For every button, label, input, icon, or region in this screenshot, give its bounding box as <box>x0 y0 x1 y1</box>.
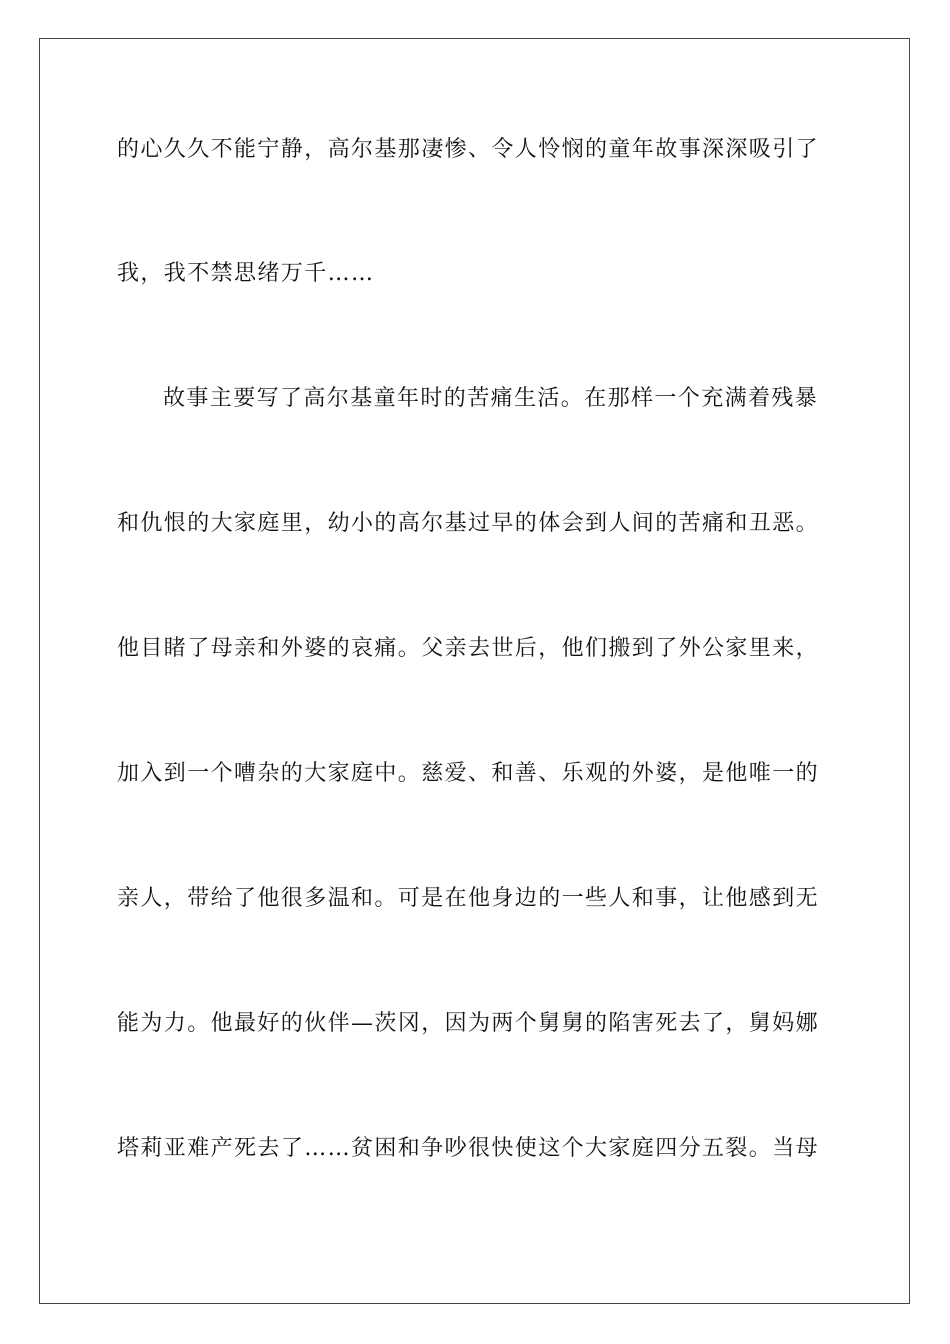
text-line: 我，我不禁思绪万千…… <box>117 261 375 286</box>
paragraph-first-line: 故事主要写了高尔基童年时的苦痛生活。在那样一个充满着残暴 <box>163 386 819 411</box>
text-line: 和仇恨的大家庭里，幼小的高尔基过早的体会到人间的苦痛和丑恶。 <box>117 511 820 536</box>
text-line: 亲人，带给了他很多温和。可是在他身边的一些人和事，让他感到无 <box>117 886 820 911</box>
text-line: 加入到一个嘈杂的大家庭中。慈爱、和善、乐观的外婆，是他唯一的 <box>117 761 820 786</box>
text-line: 能为力。他最好的伙伴—茨冈，因为两个舅舅的陷害死去了，舅妈娜 <box>117 1011 820 1036</box>
text-line: 他目睹了母亲和外婆的哀痛。父亲去世后，他们搬到了外公家里来， <box>117 636 820 661</box>
text-line: 的心久久不能宁静，高尔基那凄惨、令人怜悯的童年故事深深吸引了 <box>117 137 820 162</box>
text-line: 塔莉亚难产死去了……贫困和争吵很快使这个大家庭四分五裂。当母 <box>117 1136 820 1161</box>
page-border <box>39 38 910 1304</box>
